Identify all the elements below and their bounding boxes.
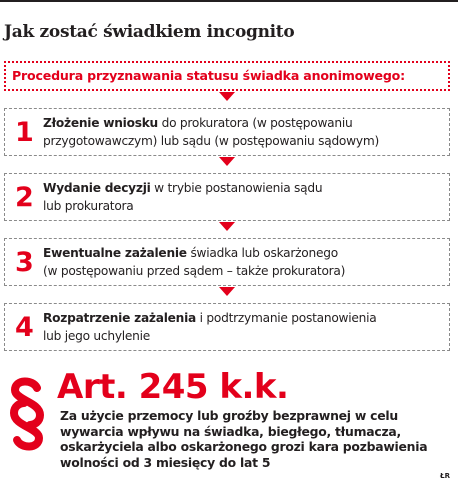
- step-text: [43, 114, 447, 150]
- step-box-3: [4, 238, 450, 286]
- article-line: oskarżyciela albo oskarżonego grozi kara pozbawienia: [60, 439, 428, 454]
- step-number: 4: [15, 312, 34, 343]
- arrow-down-icon: [219, 222, 235, 231]
- article-title: Art. 245 k.k.: [57, 367, 289, 407]
- step-description: świadka lub oskarżonego: [186, 246, 338, 260]
- step-description: w trybie postanowienia sądu: [150, 181, 323, 195]
- step-description-line2: (w postępowaniu przed sądem – także prokuratora): [43, 264, 346, 278]
- article-text: [60, 408, 432, 470]
- step-description-line2: przygotowawczym) lub sądu (w postępowaniu sądowym): [43, 134, 379, 148]
- step-title: Wydanie decyzji: [43, 181, 151, 195]
- step-title: Rozpatrzenie zażalenia: [43, 311, 197, 325]
- step-number: 2: [15, 182, 34, 213]
- article-line: wolności od 3 miesięcy do lat 5: [60, 454, 271, 470]
- page-title: Jak zostać świadkiem incognito: [4, 22, 295, 42]
- step-number: 1: [15, 117, 34, 148]
- step-text: [43, 244, 447, 280]
- top-rule: [0, 0, 458, 2]
- step-number: 3: [15, 247, 34, 278]
- step-title: Ewentualne zażalenie: [43, 246, 187, 260]
- step-box-4: [4, 303, 450, 351]
- arrow-down-icon: [219, 157, 235, 166]
- step-description-line2: lub prokuratora: [43, 199, 134, 213]
- author-credit: ŁR: [440, 472, 450, 480]
- arrow-down-icon: [219, 287, 235, 296]
- procedure-header-box: [4, 61, 450, 91]
- step-box-1: [4, 108, 450, 156]
- step-title: Złożenie wniosku: [43, 116, 158, 130]
- arrow-down-icon: [219, 92, 235, 101]
- article-line: wywarcia wpływu na świadka, biegłego, tłumacza,: [60, 423, 401, 439]
- step-text: [43, 179, 447, 215]
- paragraph-sign-icon: [4, 376, 50, 452]
- article-line: Za użycie przemocy lub groźby bezprawnej w celu: [60, 408, 398, 423]
- step-description: do prokuratora (w postępowaniu: [157, 116, 353, 130]
- step-text: [43, 309, 447, 345]
- step-description: i podtrzymanie postanowienia: [196, 311, 377, 325]
- step-box-2: [4, 173, 450, 221]
- procedure-header: Procedura przyznawania statusu świadka anonimowego:: [12, 68, 405, 83]
- step-description-line2: lub jego uchylenie: [43, 329, 151, 343]
